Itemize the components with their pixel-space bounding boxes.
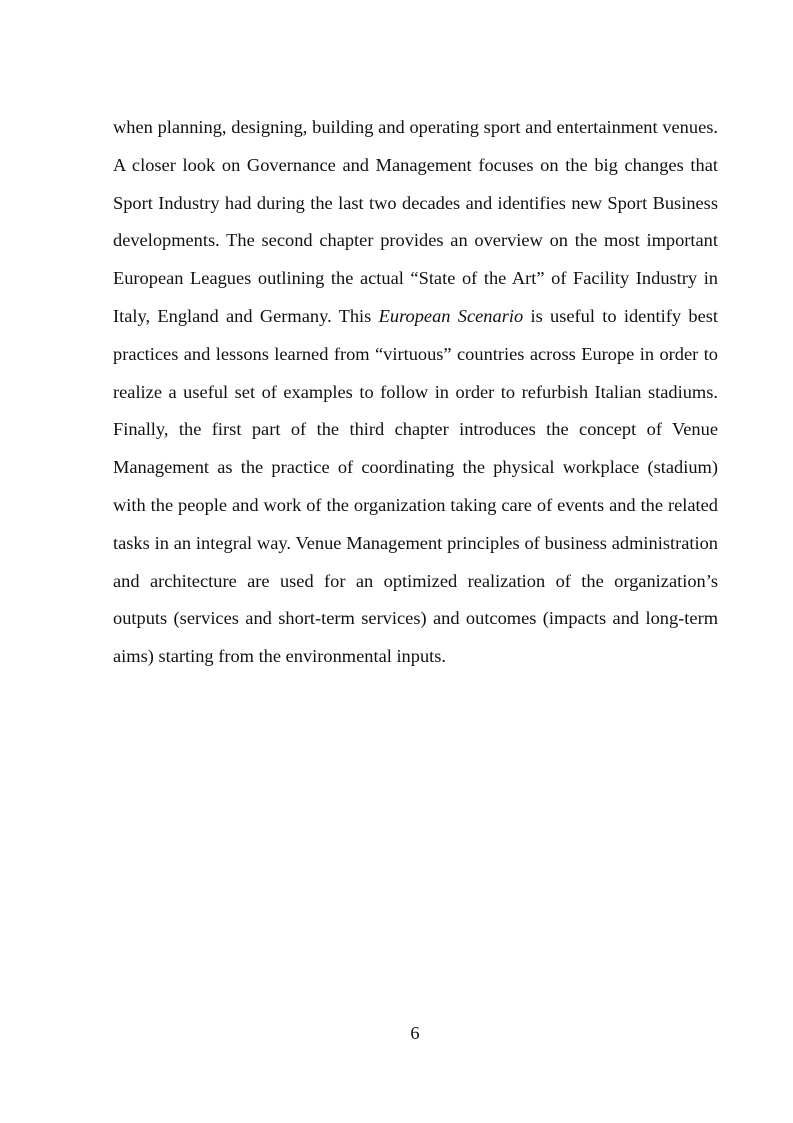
body-paragraph bbox=[113, 109, 718, 676]
emphasized-term: European Scenario bbox=[378, 305, 524, 326]
paragraph-text-end: is useful to identify best practices and lessons learned from “virtuous” countries across Europe in order to realize a useful set of examples to follow in order to refurbish Italian stadiums. Finally, the first part of the third chapter introduces the concept of Venue Management as the practice of coordinating the physical workplace (stadium) with the people and work of the organization taking care of events and the related tasks in an integral way. Venue Management principles of business administration and architecture are used for an optimized realization of the organization’s outputs (services and short-term services) and outcomes (impacts and long-term aims) starting from the environmental inputs. bbox=[113, 305, 719, 667]
paragraph-text-start: when planning, designing, building and operating sport and entertainment venues. A closer look on Governance and Management focuses on the big changes that Sport Industry had during the last two decades and identifies new Sport Business developments. The second chapter provides an overview on the most important European Leagues outlining the actual “State of the Art” of Facility Industry in Italy, England and Germany. This bbox=[113, 117, 718, 326]
page-number: 6 bbox=[410, 1023, 420, 1043]
